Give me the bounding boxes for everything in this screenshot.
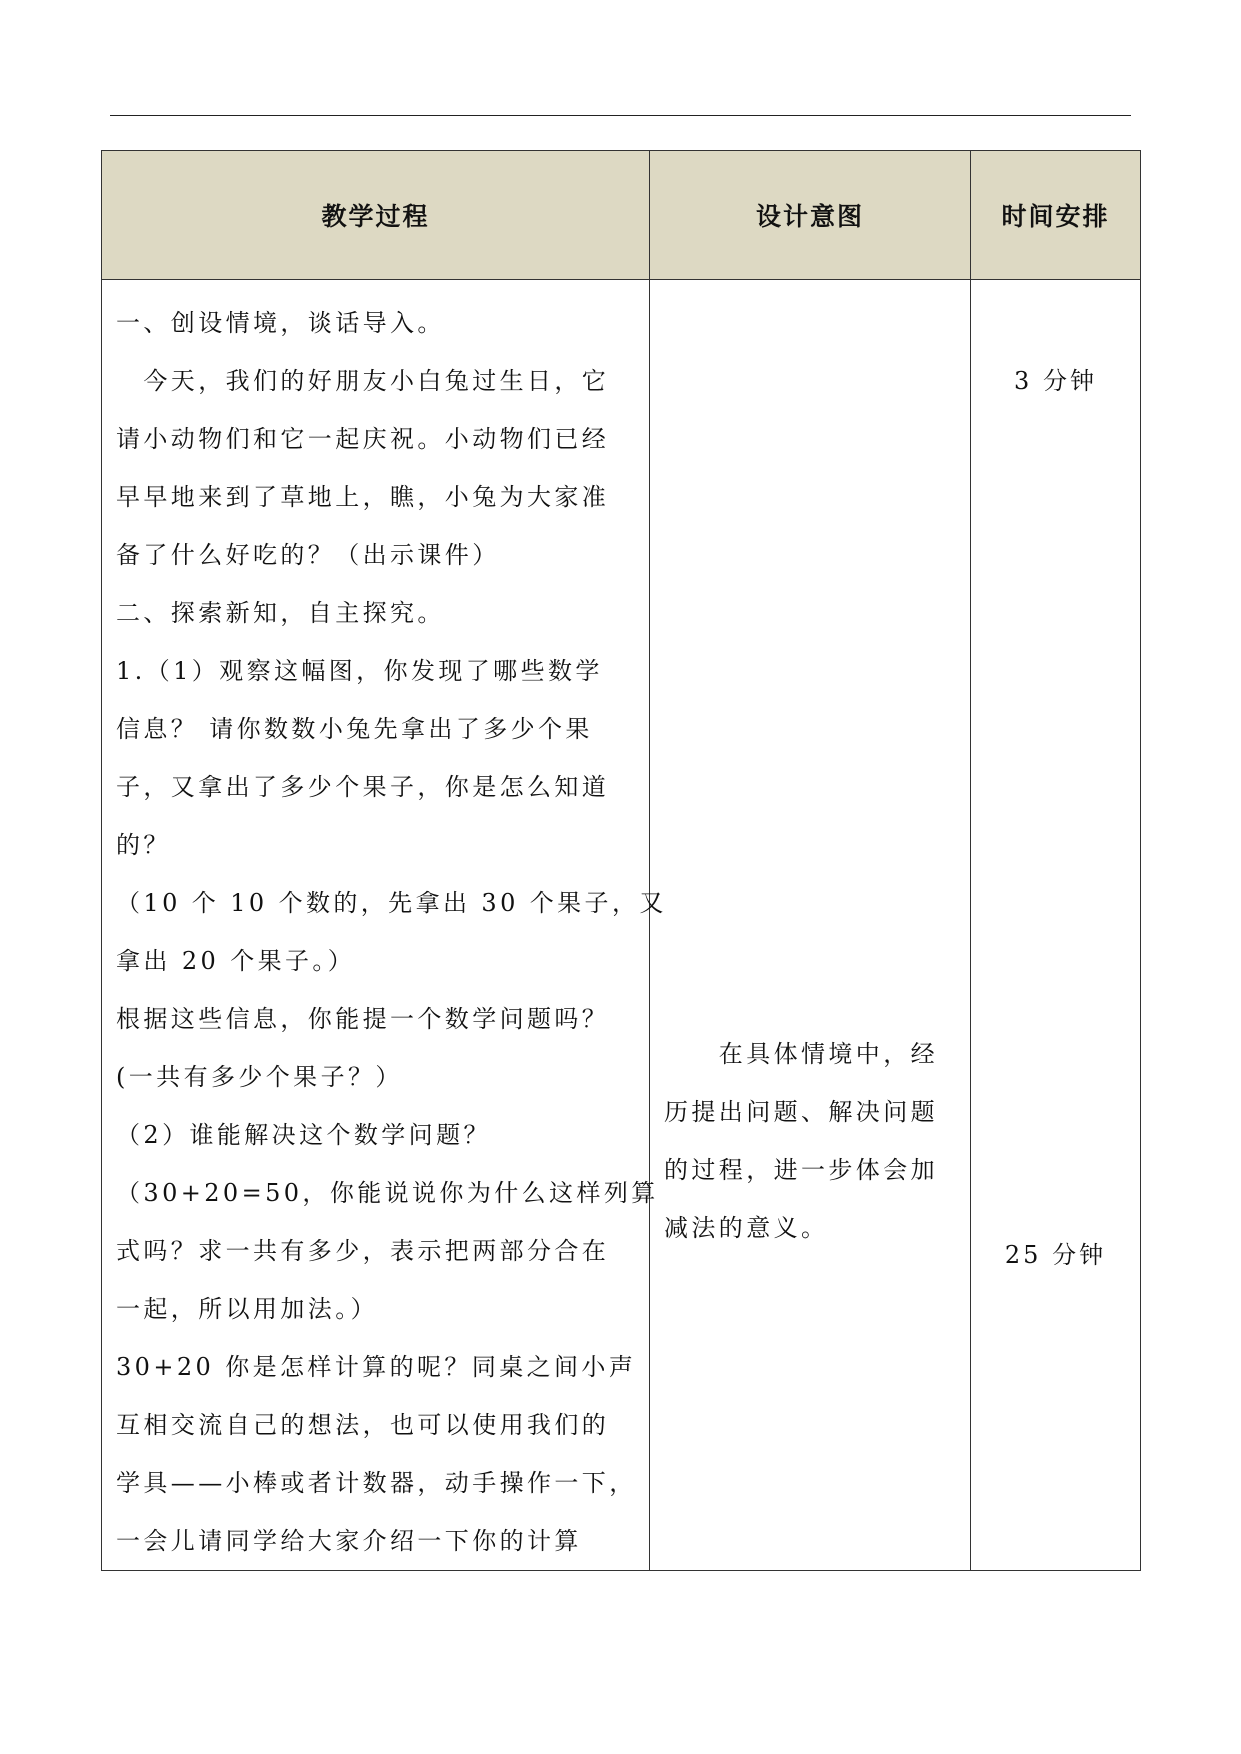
process-line: （2）谁能解决这个数学问题？ <box>116 1121 491 1149</box>
process-line: (一共有多少个果子？） <box>116 1063 403 1091</box>
header-rule <box>110 115 1131 116</box>
intent-line: 在具体情境中，经 <box>664 1040 938 1068</box>
process-line: 学具——小棒或者计数器，动手操作一下， <box>116 1469 637 1497</box>
process-line: 请小动物们和它一起庆祝。小动物们已经 <box>116 425 610 453</box>
process-line: 互相交流自己的想法，也可以使用我们的 <box>116 1411 610 1439</box>
process-line: 早早地来到了草地上，瞧，小兔为大家准 <box>116 483 610 511</box>
process-line: 信息？ 请你数数小兔先拿出了多少个果 <box>116 715 593 743</box>
header-time-arrangement: 时间安排 <box>971 151 1141 280</box>
time-arrangement-cell <box>971 280 1141 1571</box>
intent-line: 减法的意义。 <box>664 1214 829 1242</box>
process-line: 一、创设情境，谈话导入。 <box>116 309 445 337</box>
design-intent-cell <box>650 280 971 1571</box>
process-line: 今天，我们的好朋友小白兔过生日，它 <box>116 367 610 395</box>
time-label-intro: 3 分钟 <box>1014 367 1097 395</box>
intent-line: 的过程，进一步体会加 <box>664 1156 938 1184</box>
intent-line: 历提出问题、解决问题 <box>664 1098 938 1126</box>
process-line: 一起，所以用加法。） <box>116 1295 378 1323</box>
table-body-row <box>102 280 1141 1571</box>
header-design-intent: 设计意图 <box>650 151 971 280</box>
header-teaching-process: 教学过程 <box>102 151 650 280</box>
lesson-plan-table <box>101 150 1141 1571</box>
teaching-process-text <box>102 280 667 1570</box>
teaching-process-cell <box>102 280 667 1571</box>
design-intent-text <box>664 1025 964 1257</box>
process-line: 子，又拿出了多少个果子，你是怎么知道 <box>116 773 610 801</box>
process-line: 一会儿请同学给大家介绍一下你的计算 <box>116 1527 582 1555</box>
process-line: 30+20 你是怎样计算的呢？同桌之间小声 <box>116 1353 637 1381</box>
process-line: 拿出 20 个果子。） <box>116 947 356 975</box>
table-header-row <box>102 151 1141 280</box>
process-line: 1.（1）观察这幅图，你发现了哪些数学 <box>116 657 603 685</box>
process-line: 的？ <box>116 831 171 859</box>
process-line: 二、探索新知，自主探究。 <box>116 599 445 627</box>
process-line: 根据这些信息，你能提一个数学问题吗？ <box>116 1005 610 1033</box>
process-line: 备了什么好吃的？（出示课件） <box>116 541 500 569</box>
process-line: （10 个 10 个数的，先拿出 30 个果子，又 <box>116 889 667 917</box>
process-line: （30+20=50，你能说说你为什么这样列算 <box>116 1179 659 1207</box>
time-label-explore: 25 分钟 <box>1004 1241 1107 1269</box>
process-line: 式吗？求一共有多少，表示把两部分合在 <box>116 1237 610 1265</box>
